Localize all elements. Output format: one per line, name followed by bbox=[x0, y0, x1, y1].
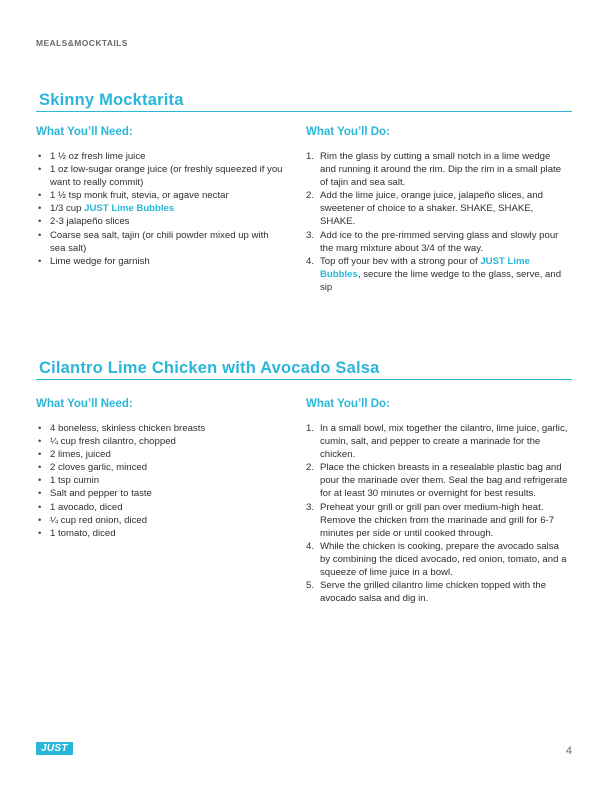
ingredient-item: • 1 ½ oz fresh lime juice bbox=[36, 150, 286, 163]
recipe-title: Skinny Mocktarita bbox=[39, 91, 184, 109]
page-number: 4 bbox=[565, 745, 572, 757]
step-number: 3. bbox=[306, 229, 315, 241]
ingredient-item: • 2-3 jalapeño slices bbox=[36, 215, 286, 228]
ingredient-list bbox=[36, 422, 286, 540]
step-list bbox=[306, 422, 568, 605]
step-number: 2. bbox=[306, 462, 315, 474]
step-item: 1. In a small bowl, mix together the cilantro, lime juice, garlic, cumin, salt, and pepper to create a marinade for the chicken. bbox=[306, 423, 568, 461]
steps-column bbox=[306, 126, 568, 294]
step-number: 3. bbox=[306, 501, 315, 513]
ingredient-item: • 2 limes, juiced bbox=[36, 448, 286, 461]
steps-heading: What You’ll Do: bbox=[306, 126, 390, 138]
step-number: 4. bbox=[306, 255, 315, 267]
step-list bbox=[306, 150, 568, 294]
just-logo: JUST bbox=[36, 742, 73, 755]
ingredient-item: • 4 boneless, skinless chicken breasts bbox=[36, 422, 286, 435]
title-divider bbox=[36, 111, 572, 112]
steps-column bbox=[306, 398, 568, 605]
steps-heading: What You’ll Do: bbox=[306, 398, 390, 410]
ingredient-item: • 1 oz low-sugar orange juice (or freshly squeezed if you want to really commit) bbox=[36, 163, 286, 189]
ingredient-item: • Salt and pepper to taste bbox=[36, 487, 286, 500]
ingredient-item: • 1 tsp cumin bbox=[36, 474, 286, 487]
step-item: 4. Top off your bev with a strong pour of JUST Lime Bubbles, secure the lime wedge to the glass, serve, and sip bbox=[306, 255, 562, 293]
step-item: 3. Preheat your grill or grill pan over medium-high heat. Remove the chicken from the marinade and grill for 6-7 minutes per side or until cooked through. bbox=[306, 501, 555, 539]
step-item: 2. Place the chicken breasts in a resealable plastic bag and pour the marinade over them. Seal the bag and refrigerate for at least 30 minutes or overnight for best results. bbox=[306, 462, 568, 500]
product-highlight: JUST Lime Bubbles bbox=[84, 203, 175, 215]
ingredient-item: • 1/3 cup JUST Lime Bubbles bbox=[36, 202, 286, 215]
needs-heading: What You’ll Need: bbox=[36, 398, 133, 410]
ingredient-item: • ¼ cup fresh cilantro, chopped bbox=[36, 435, 286, 448]
ingredient-item: • 2 cloves garlic, minced bbox=[36, 461, 286, 474]
ingredient-item: • 1 ½ tsp monk fruit, stevia, or agave nectar bbox=[36, 189, 286, 202]
recipe-title: Cilantro Lime Chicken with Avocado Salsa bbox=[39, 359, 380, 377]
needs-column bbox=[36, 398, 286, 540]
needs-column bbox=[36, 126, 286, 268]
ingredient-list bbox=[36, 150, 286, 268]
step-number: 1. bbox=[306, 423, 315, 434]
product-highlight: JUST Lime Bubbles bbox=[320, 255, 530, 280]
ingredient-item: • ¼ cup red onion, diced bbox=[36, 514, 286, 527]
title-divider bbox=[36, 379, 572, 380]
step-number: 1. bbox=[306, 151, 315, 162]
recipe-mocktarita bbox=[36, 90, 572, 293]
step-item: 2. Add the lime juice, orange juice, jalapeño slices, and sweetener of choice to a shaker. SHAKE, SHAKE, SHAKE. bbox=[306, 190, 543, 228]
step-number: 5. bbox=[306, 580, 315, 592]
step-number: 2. bbox=[306, 190, 315, 202]
needs-heading: What You’ll Need: bbox=[36, 126, 133, 138]
step-item: 4. While the chicken is cooking, prepare the avocado salsa by combining the diced avocado, red onion, tomato, and a squeeze of lime juice in a bowl. bbox=[306, 540, 567, 579]
step-item: 1. Rim the glass by cutting a small notch in a lime wedge and running it around the rim. Dip the rim in a small plate of tajin and sea salt. bbox=[306, 151, 562, 189]
ingredient-item: • Lime wedge for garnish bbox=[36, 255, 286, 268]
ingredient-item: • Coarse sea salt, tajin (or chili powder mixed up with sea salt) bbox=[36, 229, 286, 255]
recipe-cilantro-chicken bbox=[36, 358, 572, 605]
step-number: 4. bbox=[306, 540, 315, 552]
step-item: 3. Add ice to the pre-rimmed serving glass and slowly pour the marg mixture about 3/4 of the way. bbox=[306, 229, 559, 254]
brand-header: MEALS&MOCKTAILS bbox=[36, 38, 128, 48]
ingredient-item: • 1 tomato, diced bbox=[36, 527, 286, 540]
ingredient-item: • 1 avocado, diced bbox=[36, 501, 286, 514]
step-item: 5. Serve the grilled cilantro lime chicken topped with the avocado salsa and dig in. bbox=[306, 580, 547, 605]
